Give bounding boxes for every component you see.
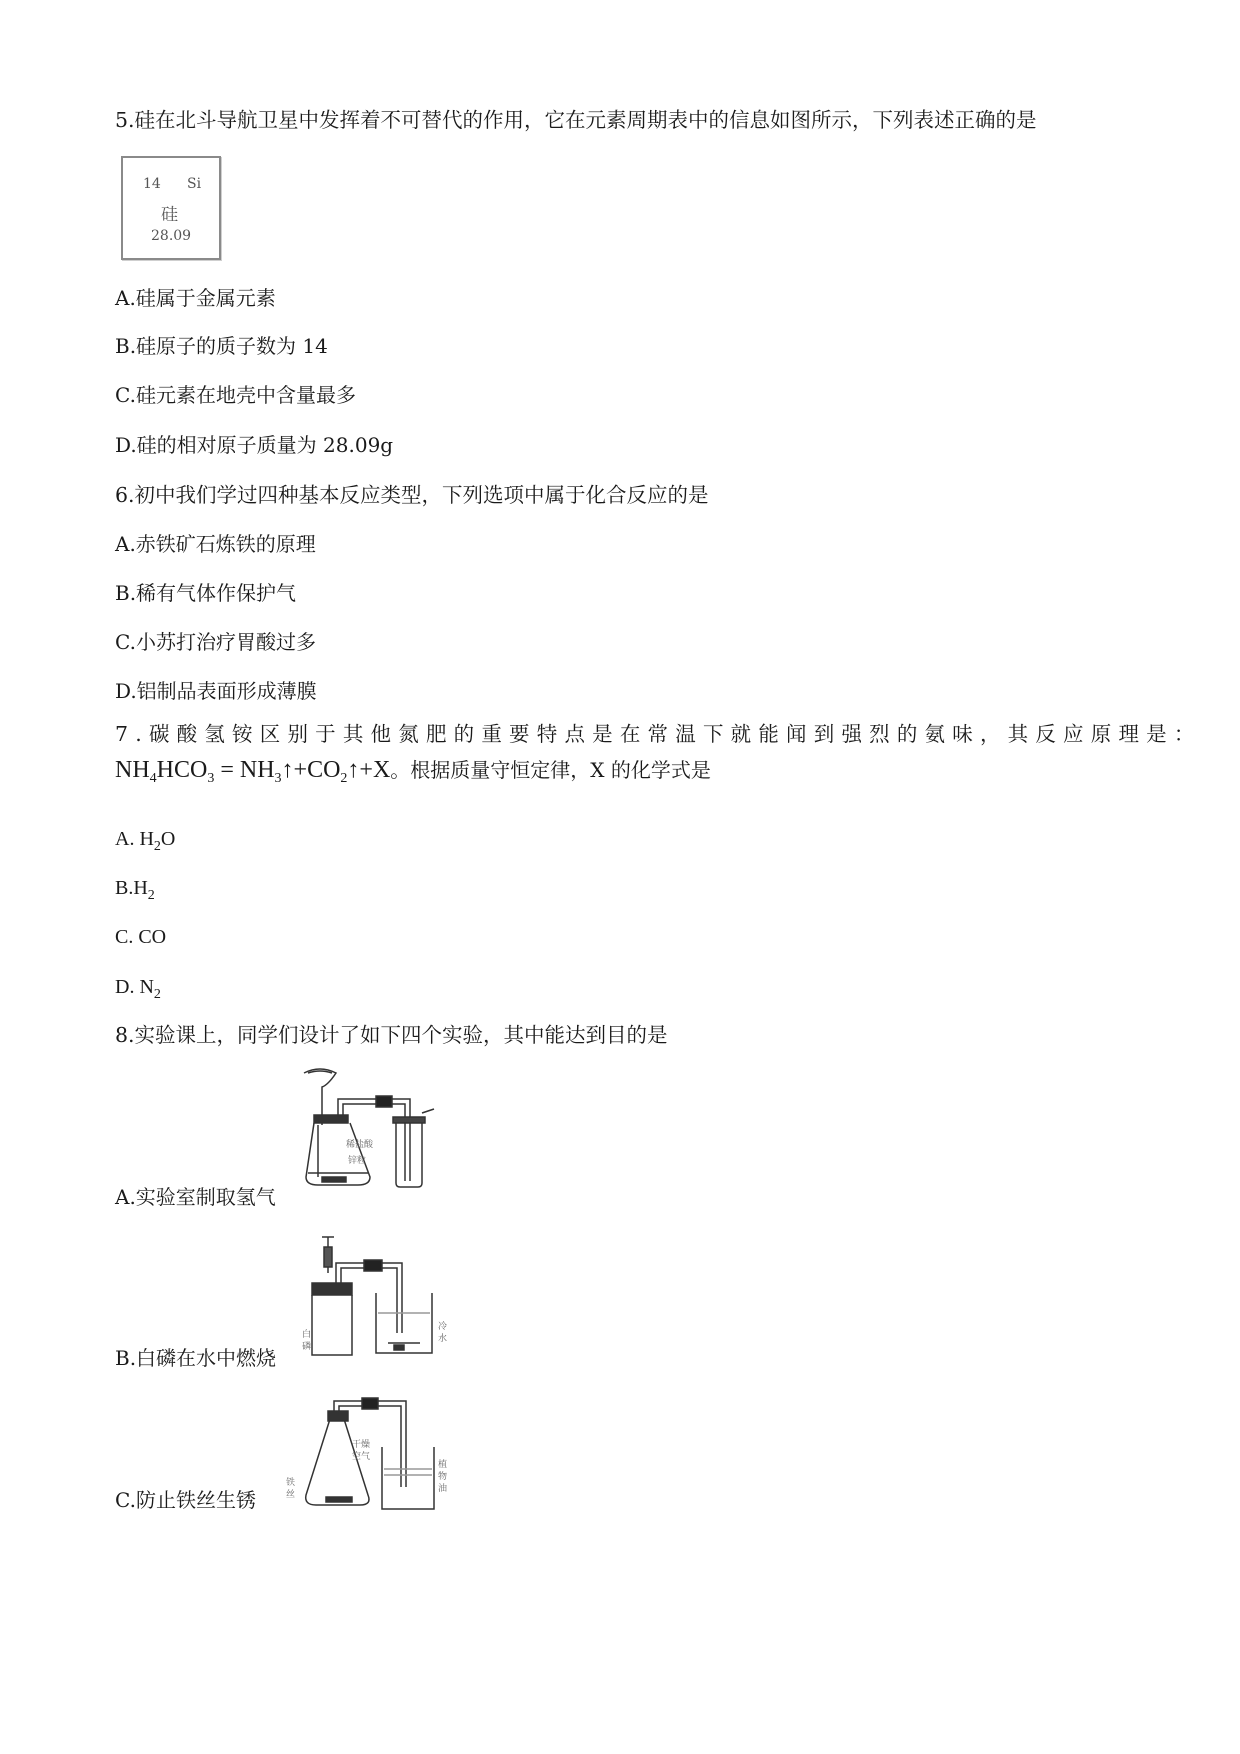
label-leng: 冷 (438, 1322, 448, 1332)
q8-option-b: B.白磷在水中燃烧 (115, 1346, 277, 1370)
apparatus-white-phosphorus (298, 1233, 458, 1363)
reaction-equation (115, 755, 711, 785)
label-zhi: 植 (438, 1460, 448, 1470)
q6-option-a: A.赤铁矿石炼铁的原理 (115, 532, 316, 556)
label-dry: 干燥 (352, 1440, 371, 1450)
q7-option-a: A. $H_2O$ (115, 828, 176, 854)
q6-option-d: D.铝制品表面形成薄膜 (115, 679, 317, 703)
element-name: 硅 (161, 205, 178, 225)
label-shui: 水 (438, 1334, 448, 1344)
q5-option-b: B.硅原子的质子数为 14 (115, 334, 328, 358)
q5-option-a: A.硅属于金属元素 (115, 286, 276, 310)
element-symbol: Si (187, 176, 202, 192)
question-7-stem: 7.碳酸氢铵区别于其他氮肥的重要特点是在常温下就能闻到强烈的氨味，其反应原理是： (115, 722, 1202, 746)
label-lin: 磷 (302, 1342, 312, 1352)
q6-option-b: B.稀有气体作保护气 (115, 581, 297, 605)
equation-formula: $NH_4HCO_3$ = $NH_3↑+CO_2↑+X$ (115, 757, 391, 786)
q5-option-c: C.硅元素在地壳中含量最多 (115, 383, 356, 407)
q8-option-a: A.实验室制取氢气 (115, 1185, 276, 1209)
label-wu: 物 (438, 1472, 448, 1482)
apparatus-hydrogen-generation (288, 1065, 438, 1195)
label-you: 油 (438, 1484, 448, 1494)
q7-option-d: D. $N_2$ (115, 976, 161, 1002)
question-5-stem: 5.硅在北斗导航卫星中发挥着不可替代的作用，它在元素周期表中的信息如图所示，下列表述正确的是 (115, 108, 1037, 132)
apparatus-iron-rust (282, 1397, 452, 1517)
equation-tail: 。根据质量守恒定律，X 的化学式是 (390, 758, 711, 782)
question-8-stem: 8.实验课上，同学们设计了如下四个实验，其中能达到目的是 (115, 1023, 668, 1047)
q8-option-c: C.防止铁丝生锈 (115, 1488, 256, 1512)
q7-option-c: C. CO (115, 926, 167, 948)
label-zinc: 锌粒 (348, 1156, 367, 1166)
atomic-number: 14 (143, 176, 161, 192)
q5-option-d: D.硅的相对原子质量为 28.09g (115, 433, 394, 457)
label-bai: 白 (302, 1330, 312, 1340)
element-card-silicon (121, 156, 221, 260)
q7-option-b: $B.H_2$ (115, 877, 155, 903)
label-si: 丝 (286, 1490, 296, 1500)
label-hydrochloric-acid: 稀盐酸 (346, 1140, 374, 1150)
label-air: 空气 (352, 1452, 371, 1462)
q6-option-c: C.小苏打治疗胃酸过多 (115, 630, 316, 654)
label-tie: 铁 (286, 1478, 296, 1488)
atomic-mass: 28.09 (151, 228, 192, 244)
question-6-stem: 6.初中我们学过四种基本反应类型，下列选项中属于化合反应的是 (115, 483, 709, 507)
